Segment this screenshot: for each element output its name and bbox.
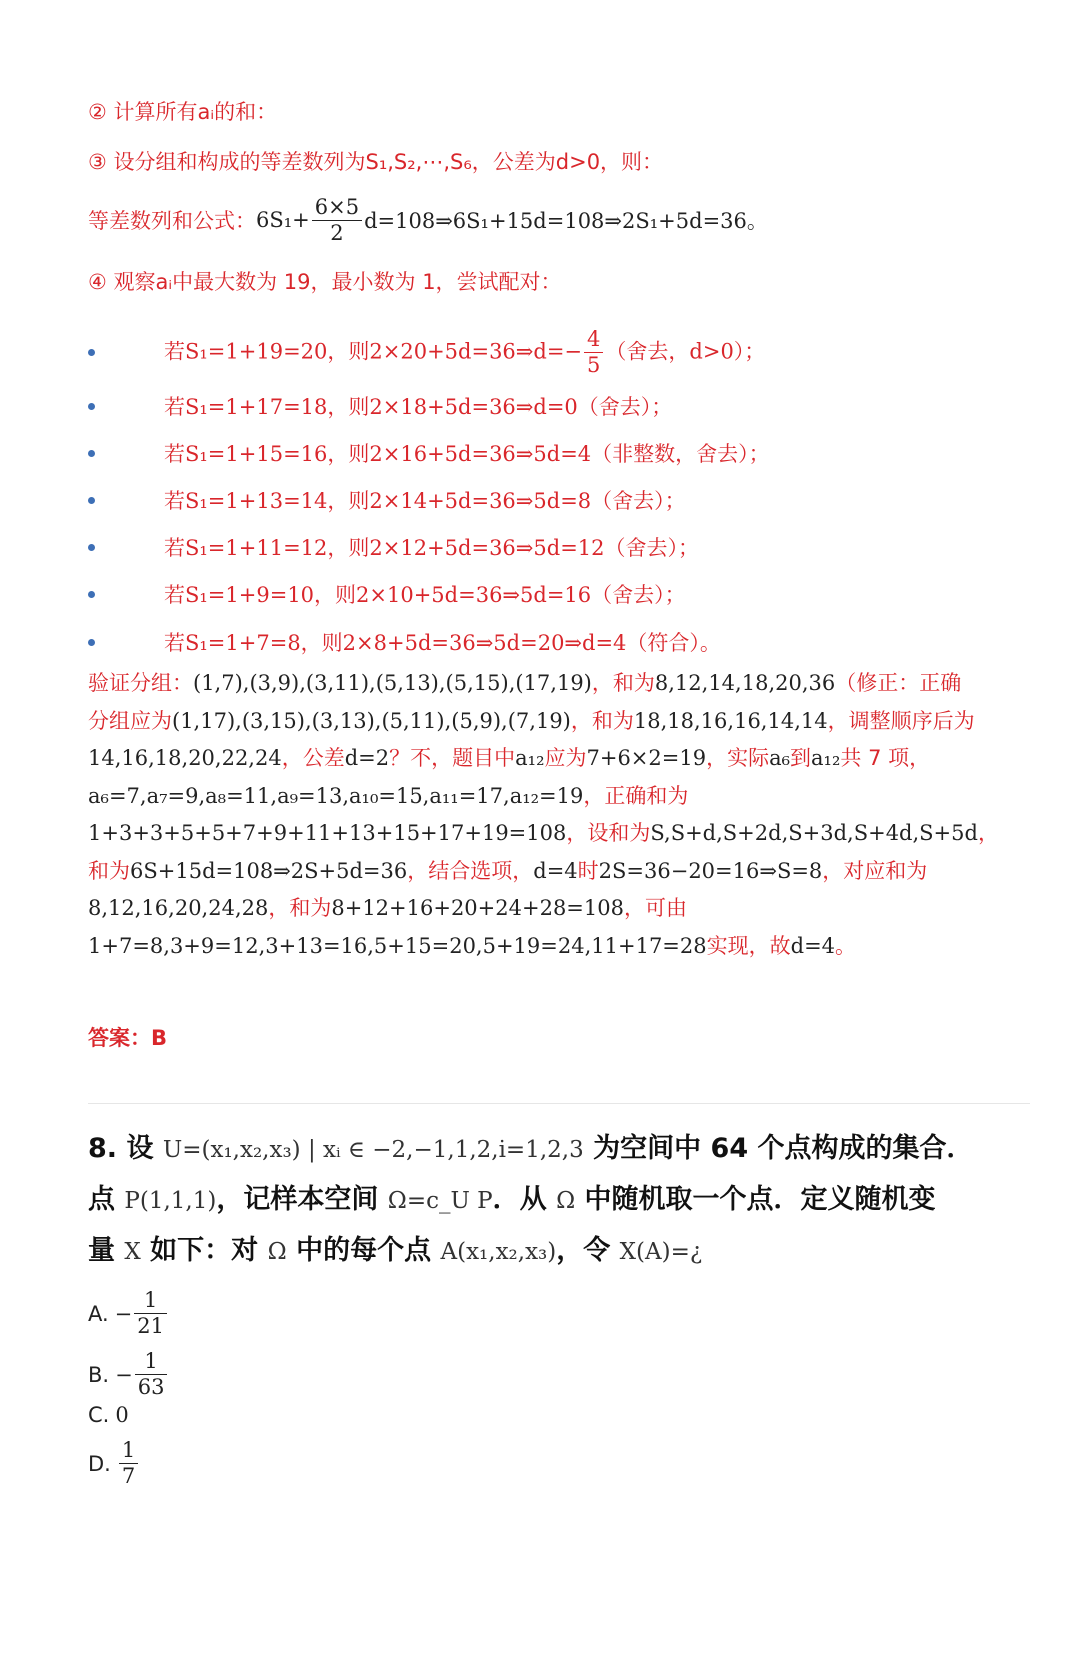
text-segment: ，调整顺序后为 bbox=[827, 708, 975, 733]
fraction-denominator: 5 bbox=[587, 352, 601, 377]
text-segment: 8+12+16+20+24+28=108 bbox=[331, 896, 624, 920]
bullet-item bbox=[88, 525, 1028, 569]
question-segment: 中的每个点 bbox=[286, 1235, 441, 1266]
option-sign: − bbox=[115, 1362, 133, 1387]
text-segment: S,S+d,S+2d,S+3d,S+4d,S+5d bbox=[650, 821, 978, 845]
step-2-text: ② 计算所有aᵢ的和： bbox=[88, 100, 278, 124]
text-segment: 。 bbox=[835, 933, 857, 958]
bullet-dot bbox=[88, 639, 95, 646]
bullet-dot bbox=[88, 403, 95, 410]
question-segment: Ω=c_U P bbox=[387, 1188, 493, 1214]
question-segment: Ω bbox=[267, 1239, 287, 1265]
fraction-numerator: 1 bbox=[134, 1290, 167, 1314]
text-segment: ，正确和为 bbox=[583, 783, 689, 808]
question-segment: 8. 设 bbox=[88, 1133, 163, 1164]
bullet-text-pre: 若S₁=1+19=20，则2×20+5d=36⇒d=− bbox=[164, 339, 583, 363]
bullet-text bbox=[164, 438, 770, 468]
text-segment: 7+6×2=19 bbox=[586, 746, 707, 770]
option-a bbox=[88, 1290, 169, 1337]
option-c bbox=[88, 1403, 129, 1427]
text-segment: ，对应和为 bbox=[822, 858, 928, 883]
question-segment: Ω bbox=[556, 1188, 576, 1214]
option-label: A. bbox=[88, 1301, 109, 1326]
text-segment: （修正：正确 bbox=[835, 671, 962, 695]
section-divider bbox=[88, 1103, 1030, 1104]
option-fraction bbox=[135, 1351, 168, 1398]
text-segment: ，和为 bbox=[591, 671, 655, 695]
text-segment: ，和为 bbox=[570, 708, 634, 733]
option-label: D. bbox=[88, 1451, 111, 1476]
option-fraction bbox=[134, 1290, 167, 1337]
sum-formula-label: 等差数列和公式： bbox=[88, 209, 256, 233]
text-segment: d=4 bbox=[790, 933, 836, 958]
text-segment: a₁₂ bbox=[515, 746, 545, 770]
bullet-dot bbox=[88, 591, 95, 598]
question-segment: A(x₁,x₂,x₃) bbox=[440, 1239, 557, 1265]
text-segment: 共 7 项， bbox=[840, 746, 931, 770]
text-segment: 8,12,16,20,24,28 bbox=[88, 896, 269, 920]
option-label: B. bbox=[88, 1362, 110, 1387]
bullet-text-pre: 若S₁=1+13=14，则2×14+5d=36⇒5d=8（舍去）； bbox=[164, 489, 686, 513]
paragraph-line bbox=[88, 665, 1033, 703]
sum-formula-fraction bbox=[312, 194, 362, 245]
paragraph-line bbox=[88, 703, 1033, 741]
text-segment: 2S=36−20=16⇒S=8 bbox=[598, 858, 823, 883]
option-value: 0 bbox=[115, 1403, 129, 1427]
option-fraction bbox=[119, 1440, 138, 1487]
fraction-numerator: 1 bbox=[119, 1440, 138, 1464]
text-segment: 6S+15d=108⇒2S+5d=36 bbox=[130, 858, 408, 883]
bullet-text-pre: 若S₁=1+15=16，则2×16+5d=36⇒5d=4（非整数，舍去）； bbox=[164, 442, 770, 466]
question-segment: ，令 bbox=[556, 1235, 620, 1266]
text-segment: ，公差 bbox=[281, 746, 345, 770]
question-line bbox=[88, 1124, 1038, 1175]
text-segment: ， bbox=[977, 821, 999, 845]
bullet-item bbox=[88, 478, 1028, 522]
text-segment: a₆=7,a₇=9,a₈=11,a₉=13,a₁₀=15,a₁₁=17,a₁₂=19 bbox=[88, 783, 584, 808]
question-segment: 量 bbox=[88, 1235, 125, 1266]
text-segment: ，实际 bbox=[706, 746, 770, 770]
option-label: C. bbox=[88, 1403, 110, 1427]
bullet-dot bbox=[88, 497, 95, 504]
text-segment: ，可由 bbox=[624, 896, 687, 920]
question-segment: 如下：对 bbox=[140, 1235, 268, 1266]
answer-text: 答案：B bbox=[88, 1026, 168, 1050]
option-b bbox=[88, 1351, 169, 1398]
text-segment: 和为 bbox=[88, 858, 130, 883]
bullet-text-pre: 若S₁=1+17=18，则2×18+5d=36⇒d=0（舍去）； bbox=[164, 395, 673, 419]
step-4-text: ④ 观察aᵢ中最大数为 19，最小数为 1，尝试配对： bbox=[88, 270, 562, 294]
bullet-item bbox=[88, 431, 1028, 475]
question-segment: U=(x₁,x₂,x₃) | xᵢ ∈ −2,−1,1,2,i=1,2,3 bbox=[162, 1137, 584, 1163]
fraction-denominator: 7 bbox=[121, 1464, 136, 1488]
bullet-text bbox=[164, 391, 672, 421]
text-segment: 1+7=8,3+9=12,3+13=16,5+15=20,5+19=24,11+17=28 bbox=[88, 933, 707, 958]
bullet-text-pre: 若S₁=1+7=8，则2×8+5d=36⇒5d=20⇒d=4（符合）。 bbox=[164, 631, 721, 655]
bullet-dot bbox=[88, 544, 95, 551]
option-d bbox=[88, 1440, 140, 1487]
bullet-text bbox=[164, 485, 686, 515]
text-segment: d=2 bbox=[344, 746, 390, 770]
question-segment: 点 bbox=[88, 1184, 125, 1215]
step-3-text: ③ 设分组和构成的等差数列为S₁,S₂,⋯,S₆，公差为d>0，则： bbox=[88, 150, 664, 174]
question-segment: ．从 bbox=[492, 1184, 557, 1215]
bullet-dot bbox=[88, 450, 95, 457]
text-segment: 时 bbox=[577, 858, 599, 883]
text-segment: 分组应为 bbox=[88, 708, 172, 733]
question-segment: X(A)=¿ bbox=[619, 1239, 703, 1265]
fraction-numerator: 4 bbox=[584, 329, 603, 353]
question-8 bbox=[88, 1124, 1038, 1277]
bullet-text bbox=[164, 627, 721, 657]
text-segment: ，结合选项， bbox=[407, 858, 534, 883]
bullet-dot bbox=[88, 349, 95, 356]
bullet-text-pre: 若S₁=1+9=10，则2×10+5d=36⇒5d=16（舍去）； bbox=[164, 583, 686, 607]
sum-formula-rhs: d=108⇒6S₁+15d=108⇒2S₁+5d=36。 bbox=[364, 209, 768, 233]
question-line bbox=[88, 1226, 1038, 1277]
bullet-text bbox=[164, 532, 699, 562]
paragraph-line bbox=[88, 740, 1033, 778]
text-segment: d=4 bbox=[533, 858, 578, 883]
fraction-numerator: 6×5 bbox=[312, 197, 362, 221]
fraction-numerator: 1 bbox=[135, 1351, 168, 1375]
text-segment: (1,7),(3,9),(3,11),(5,13),(5,15),(17,19) bbox=[193, 671, 592, 695]
text-segment: 验证分组： bbox=[88, 671, 193, 695]
question-line bbox=[88, 1175, 1038, 1226]
bullet-item bbox=[88, 322, 1028, 382]
question-segment: P(1,1,1) bbox=[124, 1188, 217, 1214]
text-segment: (1,17),(3,15),(3,13),(5,11),(5,9),(7,19) bbox=[172, 708, 571, 733]
text-segment: ，设和为 bbox=[566, 821, 651, 845]
question-segment: 中随机取一个点．定义随机变 bbox=[575, 1184, 936, 1215]
text-segment: a₁₂ bbox=[811, 746, 841, 770]
text-segment: ，和为 bbox=[268, 896, 332, 920]
text-segment: 到 bbox=[790, 746, 812, 770]
bullet-item bbox=[88, 384, 1028, 428]
paragraph-line bbox=[88, 853, 1033, 891]
fraction-denominator: 21 bbox=[137, 1314, 165, 1338]
text-segment: 应为 bbox=[544, 746, 587, 770]
paragraph-line bbox=[88, 928, 1033, 966]
fraction-denominator: 63 bbox=[137, 1375, 165, 1399]
text-segment: 8,12,14,18,20,36 bbox=[654, 671, 836, 695]
bullet-text bbox=[164, 326, 766, 377]
option-sign: − bbox=[114, 1301, 133, 1326]
bullet-item bbox=[88, 620, 1028, 664]
bullet-item bbox=[88, 572, 1028, 616]
bullet-fraction bbox=[584, 326, 603, 377]
sum-formula-lhs: 6S₁+ bbox=[256, 208, 310, 232]
fraction-denominator: 2 bbox=[330, 220, 344, 245]
text-segment: 1+3+3+5+5+7+9+11+13+15+17+19=108 bbox=[88, 821, 567, 845]
text-segment: 实现，故 bbox=[706, 933, 791, 958]
question-segment: X bbox=[124, 1239, 141, 1265]
verification-paragraph bbox=[88, 665, 1033, 965]
sum-formula-line bbox=[88, 192, 768, 248]
text-segment: ？不，题目中 bbox=[389, 746, 516, 770]
question-segment: 为空间中 64 个点构成的集合． bbox=[583, 1133, 974, 1164]
bullet-text-post: （舍去，d>0）； bbox=[605, 339, 766, 363]
paragraph-line bbox=[88, 778, 1033, 816]
bullet-text bbox=[164, 579, 686, 609]
text-segment: 18,18,16,16,14,14 bbox=[633, 708, 828, 733]
bullet-text-pre: 若S₁=1+11=12，则2×12+5d=36⇒5d=12（舍去）； bbox=[164, 536, 700, 560]
text-segment: 14,16,18,20,22,24 bbox=[88, 746, 282, 770]
paragraph-line bbox=[88, 890, 1033, 928]
text-segment: a₆ bbox=[769, 746, 791, 770]
question-segment: ，记样本空间 bbox=[216, 1184, 388, 1215]
paragraph-line bbox=[88, 815, 1033, 853]
